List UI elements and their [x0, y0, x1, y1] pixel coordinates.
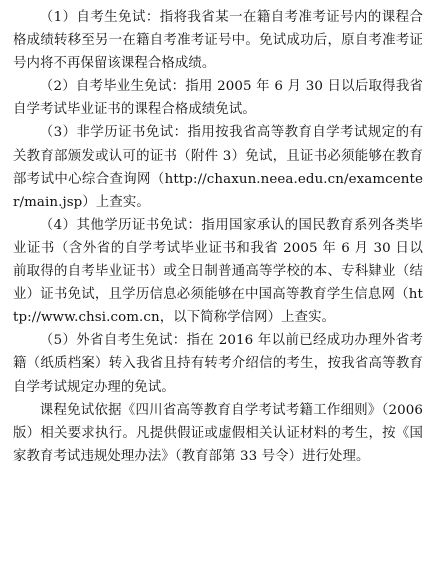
paragraph-graduate-exemption: （2）自考毕业生免试：指用 2005 年 6 月 30 日以后取得我省自学考试毕业证书的课程合格成绩免试。 — [13, 79, 423, 118]
paragraph-non-degree-certificate-exemption: （3）非学历证书免试：指用按我省高等教育自学考试规定的有关教育部颁发或认可的证书（附件 3）免试，且证书必须能够在教育部考试中心综合查询网（http://chaxun.neea.edu.cn/examcenter/main.jsp）上查实。 — [13, 125, 423, 210]
paragraph-out-of-province-exemption: （5）外省自考生免试：指在 2016 年以前已经成功办理外省考籍（纸质档案）转入我省且持有转考介绍信的考生，按我省高等教育自学考试规定办理的免试。 — [13, 333, 423, 395]
paragraph-exemption-basis: 课程免试依据《四川省高等教育自学考试考籍工作细则》（2006 版）相关要求执行。凡提供假证或虚假相关认证材料的考生，按《国家教育考试违规处理办法》（教育部第 33 号令）进行处理。 — [13, 402, 423, 464]
paragraph-other-degree-certificate-exemption: （4）其他学历证书免试：指用国家承认的国民教育系列各类毕业证书（含外省的自学考试毕业证书和我省 2005 年 6 月 30 日以前取得的自考毕业证书）或全日制普通高等学校的本、专科肄业（结业）证书免试，且学历信息必须能够在中国高等教育学生信息网（http://www.chsi.com.cn，以下简称学信网）上查实。 — [13, 217, 423, 326]
paragraph-self-exam-student-exemption: （1）自考生免试：指将我省某一在籍自考准考证号内的课程合格成绩转移至另一在籍自考准考证号中。免试成功后，原自考准考证号内将不再保留该课程合格成绩。 — [13, 10, 423, 72]
